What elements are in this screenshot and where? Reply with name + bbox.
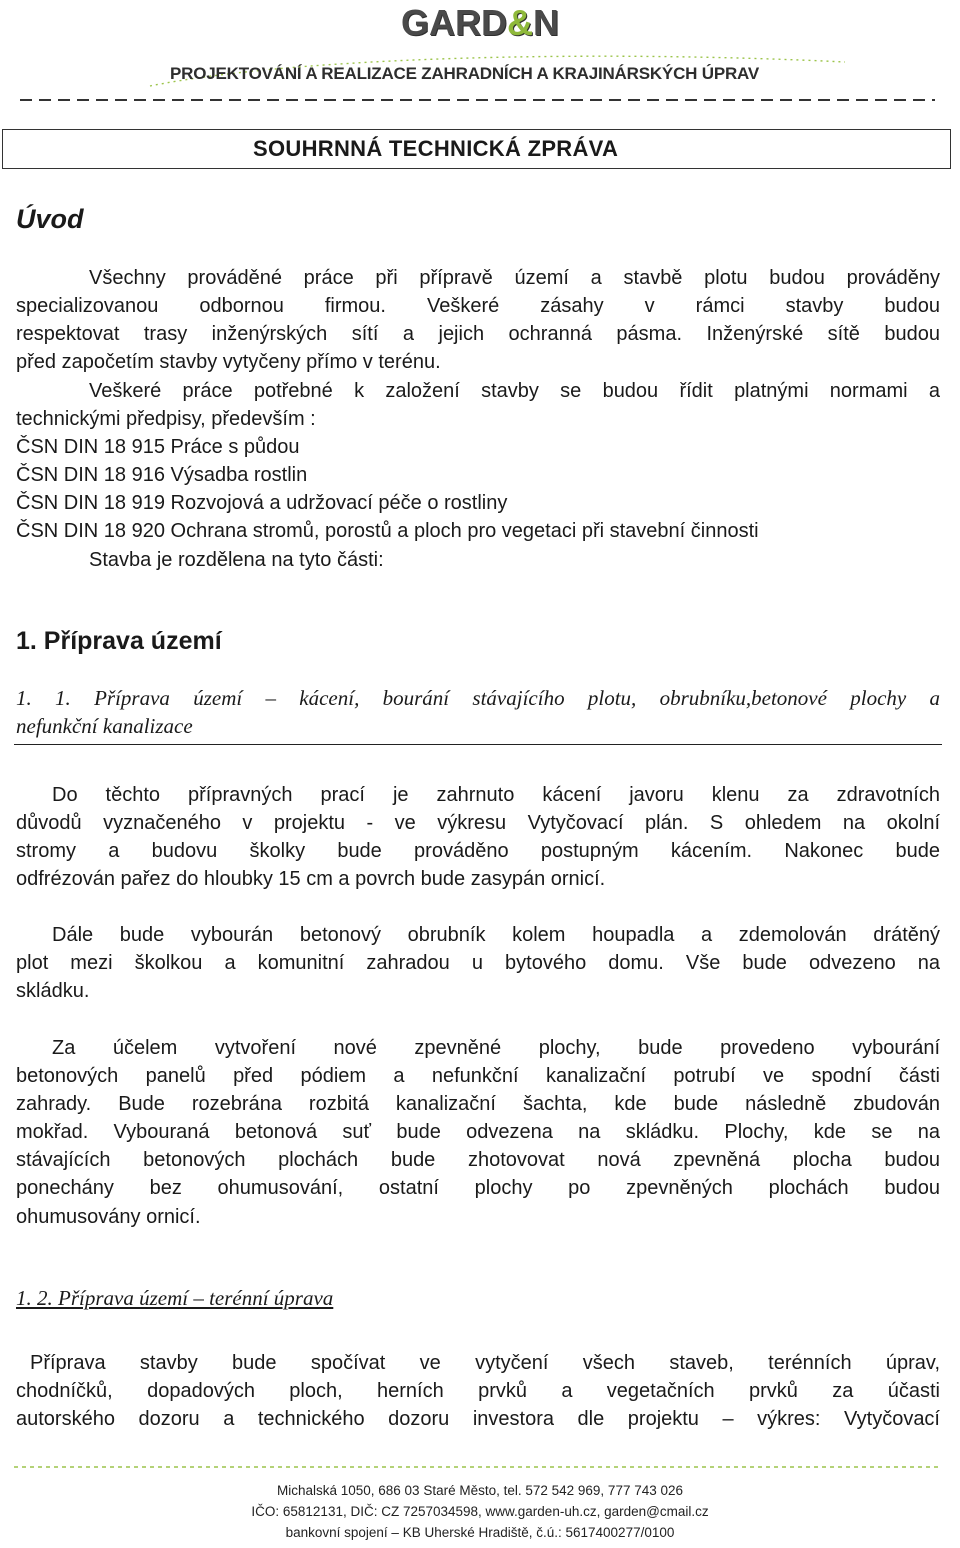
text-line: Za účelem vytvoření nové zpevněné plochy, bude provedeno vybourání	[52, 1037, 940, 1059]
heading-section-1: 1. Příprava území	[16, 627, 222, 655]
text-line: mokřad. Vybouraná betonová suť bude odvezena na skládku. Plochy, kde se na	[16, 1121, 940, 1143]
text-line: Všechny prováděné práce při přípravě území a stavbě plotu budou prováděny	[89, 267, 940, 289]
subsection-underline	[14, 744, 942, 745]
footer-contact	[0, 1480, 960, 1543]
company-logo	[0, 2, 960, 44]
heading-line: 1. 1. Příprava území – kácení, bourání stávajícího plotu, obrubníku,betonové plochy a	[16, 686, 940, 710]
footer-bank: bankovní spojení – KB Uherské Hradiště, č.ú.: 5617400277/0100	[285, 1525, 675, 1540]
list-item: ČSN DIN 18 915 Práce s půdou	[16, 436, 300, 458]
text-line: Příprava stavby bude spočívat ve vytyčení všech staveb, terénních úprav,	[30, 1352, 940, 1374]
text-line: betonových panelů před pódiem a nefunkční kanalizační potrubí ve spodní části	[16, 1065, 940, 1087]
heading-line: nefunkční kanalizace	[16, 714, 193, 738]
list-item: ČSN DIN 18 919 Rozvojová a udržovací péče o rostliny	[16, 492, 508, 514]
text-line: respektovat trasy inženýrských sítí a jejich ochranná pásma. Inženýrské sítě budou	[16, 323, 940, 345]
document-title-box	[2, 129, 951, 169]
text-line: před započetím stavby vytyčeny přímo v terénu.	[16, 351, 441, 373]
text-line: Do těchto přípravných prací je zahrnuto kácení javoru klenu za zdravotních	[52, 784, 940, 806]
text-line: specializovanou odbornou firmou. Veškeré zásahy v rámci stavby budou	[16, 295, 940, 317]
text-line: Dále bude vybourán betonový obrubník kolem houpadla a zdemolován drátěný	[52, 924, 940, 946]
text-line: stromy a budovu školky bude prováděno postupným kácením. Nakonec bude	[16, 840, 940, 862]
text-line: Veškeré práce potřebné k založení stavby se budou řídit platnými normami a	[89, 380, 940, 402]
document-title: SOUHRNNÁ TECHNICKÁ ZPRÁVA	[253, 136, 619, 161]
text-line: autorského dozoru a technického dozoru investora dle projektu – výkres: Vytyčovací	[16, 1408, 940, 1430]
text-line: chodníčků, dopadových ploch, herních prvků a vegetačních prvků za účasti	[16, 1380, 940, 1402]
text-line: ohumusovány ornicí.	[16, 1206, 201, 1228]
logo-wordmark: GARD&N	[401, 2, 559, 43]
list-item: ČSN DIN 18 916 Výsadba rostlin	[16, 464, 308, 486]
heading-uvod: Úvod	[16, 204, 84, 234]
text-line: zahrady. Bude rozebrána rozbitá kanalizační šachta, kde bude následně zbudován	[16, 1093, 940, 1115]
logo-ampersand: &	[507, 2, 533, 43]
list-item: ČSN DIN 18 920 Ochrana stromů, porostů a ploch pro vegetaci při stavební činnosti	[16, 520, 759, 542]
footer-ids: IČO: 65812131, DIČ: CZ 7257034598, www.garden-uh.cz, garden@cmail.cz	[251, 1504, 709, 1519]
footer-divider	[0, 1464, 960, 1470]
parts-intro: Stavba je rozdělena na tyto části:	[89, 549, 384, 571]
text-line: plot mezi školkou a komunitní zahradou u bytového domu. Vše bude odvezeno na	[16, 952, 940, 974]
heading-subsection-1-2: 1. 2. Příprava území – terénní úprava	[16, 1286, 334, 1310]
text-line: důvodů vyznačeného v projektu - ve výkresu Vytyčovací plán. S ohledem na okolní	[16, 812, 940, 834]
footer-address: Michalská 1050, 686 03 Staré Město, tel. 572 542 969, 777 743 026	[276, 1483, 684, 1498]
text-line: skládku.	[16, 980, 90, 1002]
company-tagline: PROJEKTOVÁNÍ A REALIZACE ZAHRADNÍCH A KRAJINÁRSKÝCH ÚPRAV	[170, 64, 759, 83]
text-line: technickými předpisy, především :	[16, 408, 316, 430]
text-line: odfrézován pařez do hloubky 15 cm a povrch bude zasypán ornicí.	[16, 868, 606, 890]
text-line: ponechány bez ohumusování, ostatní plochy po zpevněných plochách budou	[16, 1177, 940, 1199]
text-line: stávajících betonových plochách bude zhotovovat nová zpevněná plocha budou	[16, 1149, 940, 1171]
